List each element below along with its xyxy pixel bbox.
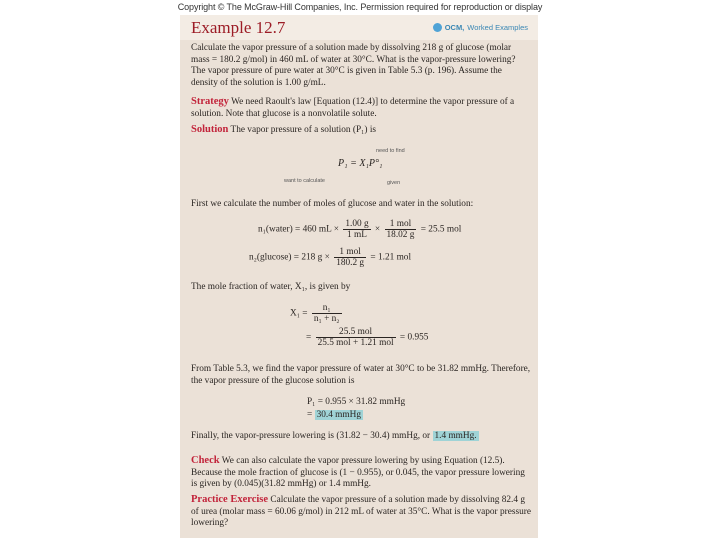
given-note: given xyxy=(387,180,401,186)
molar-mass-water-fraction: $\frac{\text{1 mol}}{18.02 g}$ xyxy=(386,219,415,240)
mole-fraction-result: = 0.955 xyxy=(399,332,429,343)
mole-fraction-calculation: = $\frac{\text{25.5 mol}}{\text{25.5 mol + 1.21 mol}}$ = 0.955 xyxy=(306,327,429,348)
textbook-page xyxy=(180,15,538,538)
molar-mass-glucose-fraction: $\frac{\text{1 mol}}{180.2 g}$ xyxy=(336,247,365,268)
water-moles-result: = 25.5 mol xyxy=(420,224,462,235)
lowering-paragraph: Finally, the vapor-pressure lowering is (31.82 − 30.4) mmHg, or 1.4 mmHg. xyxy=(191,431,477,441)
mole-fraction-intro: The mole fraction of water, X₁, is given by xyxy=(191,282,351,292)
moles-intro: First we calculate the number of moles of glucose and water in the solution: xyxy=(191,199,474,209)
practice-label: Practice Exercise xyxy=(191,494,269,505)
vapor-pressure-equation: P₁ = 0.955 × 31.82 mmHg xyxy=(307,397,406,407)
water-moles-lhs: n₁(water) = 460 mL × xyxy=(258,224,340,235)
worked-examples-badge[interactable] xyxy=(433,23,528,32)
need-to-find-note: need to find xyxy=(376,148,405,154)
badge-brand: OCM, xyxy=(444,23,465,32)
solution-paragraph xyxy=(191,124,531,137)
cd-disc-icon xyxy=(433,23,442,32)
solution-label: Solution xyxy=(191,124,229,135)
badge-label: Worked Examples xyxy=(467,23,528,32)
table-reference-text: From Table 5.3, we find the vapor pressure of water at 30°C to be 31.82 mmHg. Therefore, the vapor pressure of the glucose solution is xyxy=(191,364,531,386)
mole-fraction-definition: X₁ = $\frac{\text{n₁}}{\text{n₁ + n₂}}$ xyxy=(290,303,340,324)
strategy-text: We need Raoult's law [Equation (12.4)] to determine the vapor pressure of a solution. Note that glucose is a nonvolatile solute. xyxy=(191,97,515,119)
glucose-moles-equation xyxy=(249,247,411,268)
vapor-pressure-highlight: 30.4 mmHg xyxy=(316,410,361,420)
check-paragraph xyxy=(191,455,531,491)
check-text: We can also calculate the vapor pressure lowering by using Equation (12.5). Because the mole fraction of glucose is (1 − 0.955), or 0.045, the vapor pressure lowering is given by (0.045)(31.82 mmHg) or 1.4 mmHg. xyxy=(191,456,525,490)
practice-text: Calculate the vapor pressure of a solution made by dissolving 82.4 g of urea (molar mass = 60.06 g/mol) in 212 mL of water at 35°C. What is the vapor pressure lowering? xyxy=(191,495,531,529)
strategy-paragraph xyxy=(191,96,531,120)
strategy-label: Strategy xyxy=(191,96,229,107)
copyright-notice: Copyright © The McGraw-Hill Companies, Inc. Permission required for reproduction or display xyxy=(177,2,543,12)
problem-statement: Calculate the vapor pressure of a solution made by dissolving 218 g of glucose (molar mass = 180.2 g/mol) in 460 mL of water at 30°C. What is the vapor-pressure lowering? The vapor pressure of pure water at 30°C is given in Table 5.3 (p. 196). Assume the density of the solution is 1.00 g/mL. xyxy=(191,43,516,88)
lowering-highlight: 1.4 mmHg. xyxy=(434,431,477,441)
check-label: Check xyxy=(191,455,220,466)
mole-fraction-lhs: X₁ = xyxy=(290,308,308,319)
example-title: Example 12.7 xyxy=(191,18,286,37)
water-moles-equation: n₁(water) = 460 mL × $\frac{1.00 g}{1 mL}$ × $\frac{\text{1 mol}}{18.02 g}$ = 25.5 mol xyxy=(258,219,462,240)
raoult-equation: P₁ = X₁P°₁ xyxy=(338,158,383,169)
want-to-calculate-note: want to calculate xyxy=(284,178,325,184)
glucose-moles-lhs: n₂(glucose) = 218 g × xyxy=(249,252,330,263)
density-fraction: $\frac{1.00 g}{1 mL}$ xyxy=(345,219,369,240)
vapor-pressure-result: = 30.4 mmHg xyxy=(307,410,361,420)
practice-paragraph xyxy=(191,494,531,530)
solution-text: The vapor pressure of a solution (P₁) is xyxy=(230,125,377,135)
glucose-moles-result: = 1.21 mol xyxy=(370,252,412,263)
example-header xyxy=(180,15,538,40)
